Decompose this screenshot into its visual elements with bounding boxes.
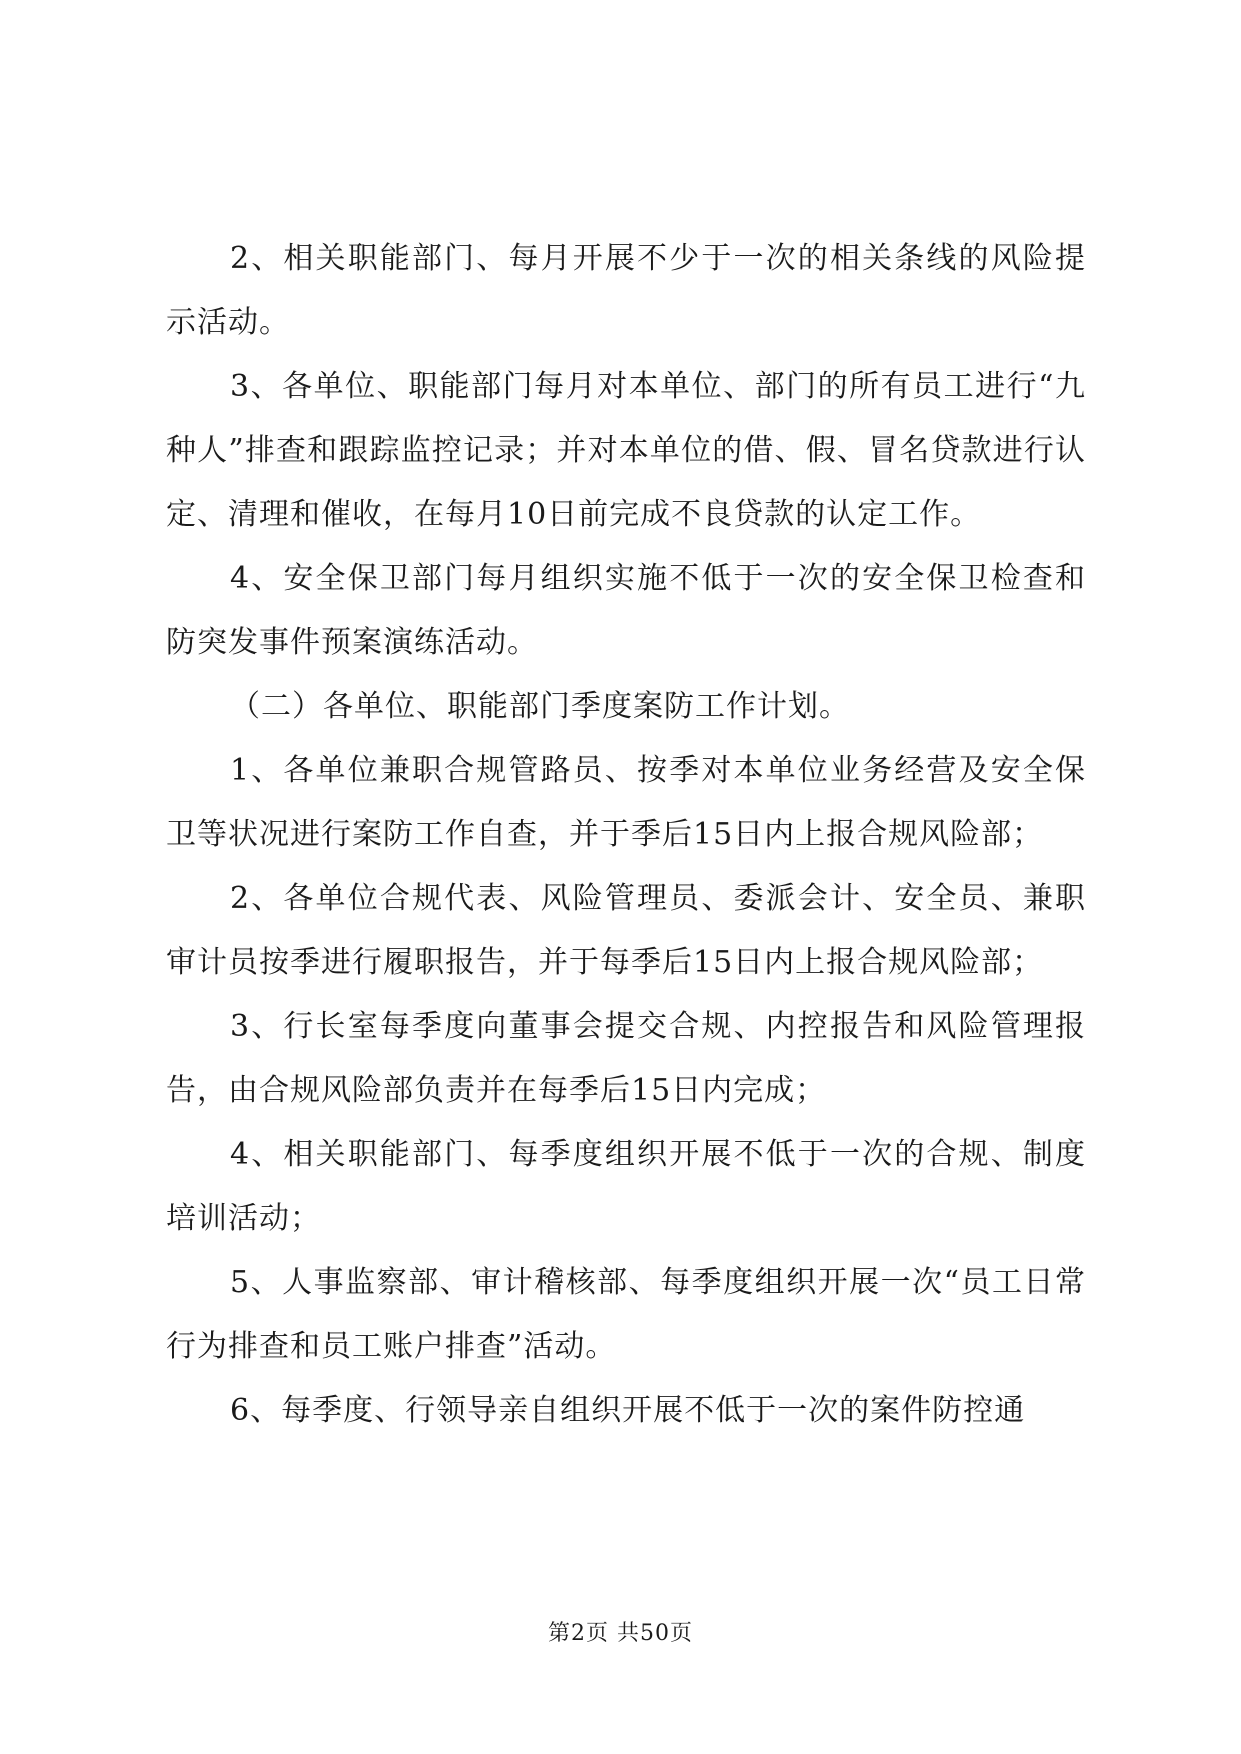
paragraph-quarterly-3: 3、行长室每季度向董事会提交合规、内控报告和风险管理报告，由合规风险部负责并在每季后15日内完成； — [166, 1009, 1086, 1108]
paragraph-quarterly-2: 2、各单位合规代表、风险管理员、委派会计、安全员、兼职审计员按季进行履职报告，并于每季后15日内上报合规风险部； — [166, 881, 1086, 980]
paragraph-quarterly-5: 5、人事监察部、审计稽核部、每季度组织开展一次“员工日常行为排查和员工账户排查”活动。 — [166, 1265, 1086, 1364]
section-heading-quarterly-plan: （二）各单位、职能部门季度案防工作计划。 — [230, 689, 850, 724]
paragraph-quarterly-4: 4、相关职能部门、每季度组织开展不低于一次的合规、制度培训活动； — [166, 1137, 1086, 1236]
paragraph-item-4: 4、安全保卫部门每月组织实施不低于一次的安全保卫检查和防突发事件预案演练活动。 — [166, 561, 1086, 660]
document-body — [166, 227, 1086, 1443]
paragraph-quarterly-6: 6、每季度、行领导亲自组织开展不低于一次的案件防控通 — [230, 1393, 1026, 1428]
page-number-footer: 第2页 共50页 — [548, 1621, 693, 1646]
paragraph-item-3: 3、各单位、职能部门每月对本单位、部门的所有员工进行“九种人”排查和跟踪监控记录；并对本单位的借、假、冒名贷款进行认定、清理和催收，在每月10日前完成不良贷款的认定工作。 — [166, 369, 1086, 532]
paragraph-item-2: 2、相关职能部门、每月开展不少于一次的相关条线的风险提示活动。 — [166, 241, 1086, 340]
paragraph-quarterly-1: 1、各单位兼职合规管路员、按季对本单位业务经营及安全保卫等状况进行案防工作自查，并于季后15日内上报合规风险部； — [166, 753, 1086, 852]
